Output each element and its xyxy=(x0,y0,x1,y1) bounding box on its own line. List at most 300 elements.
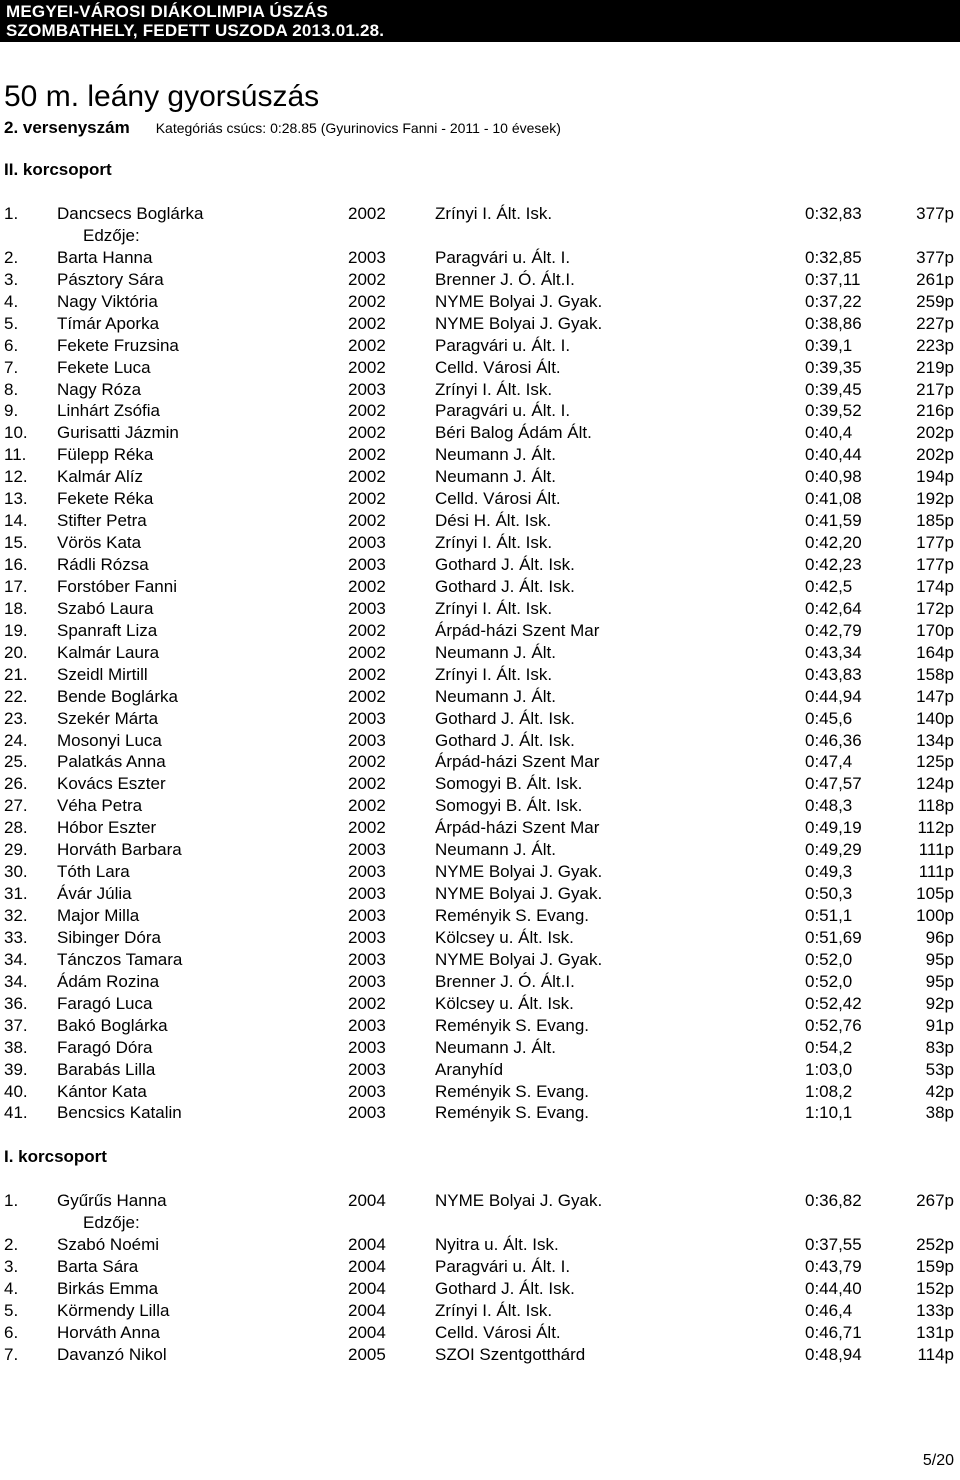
result-name: Forstóber Fanni xyxy=(57,576,177,596)
result-name: Ádám Rozina xyxy=(57,971,160,991)
result-place: 16. xyxy=(4,555,28,574)
result-name: Fülepp Réka xyxy=(57,445,154,465)
result-name: Vörös Kata xyxy=(57,533,142,553)
result-place: 4. xyxy=(4,1278,19,1298)
result-club: Somogyi B. Ált. Isk. xyxy=(435,774,583,794)
result-year: 2002 xyxy=(348,664,386,684)
result-points: 134p xyxy=(916,730,954,750)
document-header xyxy=(0,0,960,42)
result-name: Kalmár Laura xyxy=(57,642,160,662)
result-points: 42p xyxy=(925,1081,954,1101)
results-table-i xyxy=(0,1190,960,1366)
result-name: Kalmár Alíz xyxy=(57,467,143,487)
result-time: 0:44,40 xyxy=(805,1278,862,1298)
result-name: Faragó Luca xyxy=(57,993,153,1013)
result-time: 0:37,55 xyxy=(805,1234,862,1254)
result-year: 2003 xyxy=(348,840,386,860)
result-time: 0:46,36 xyxy=(805,730,862,750)
result-club: Neumann J. Ált. xyxy=(435,642,556,662)
result-name: Kántor Kata xyxy=(57,1081,147,1101)
result-name: Pásztory Sára xyxy=(57,269,164,289)
result-time: 0:49,29 xyxy=(805,840,862,860)
result-points: 131p xyxy=(916,1322,954,1342)
result-name: Fekete Réka xyxy=(57,489,154,509)
result-name: Tánczos Tamara xyxy=(57,949,183,969)
result-club: Reményik S. Evang. xyxy=(435,1081,590,1101)
result-points: 174p xyxy=(916,576,954,596)
result-year: 2002 xyxy=(348,401,386,421)
result-points: 227p xyxy=(916,313,954,333)
result-points: 185p xyxy=(916,511,954,531)
result-place: 23. xyxy=(4,708,28,728)
result-points: 164p xyxy=(916,642,954,662)
result-place: 34. xyxy=(4,971,28,991)
result-points: 159p xyxy=(916,1256,954,1276)
result-time: 0:37,11 xyxy=(805,269,861,289)
result-place: 38. xyxy=(4,1037,28,1057)
result-place: 12. xyxy=(4,467,28,487)
result-year: 2002 xyxy=(348,642,386,662)
page-number: 5/20 xyxy=(922,1452,954,1469)
result-name: Stifter Petra xyxy=(57,511,147,531)
result-club: NYME Bolyai J. Gyak. xyxy=(435,884,603,904)
result-year: 2002 xyxy=(348,511,386,531)
event-number: 2. versenyszám xyxy=(4,118,130,137)
result-place: 4. xyxy=(4,291,19,311)
result-year: 2003 xyxy=(348,247,386,267)
result-name: Hóbor Eszter xyxy=(57,818,157,838)
result-place: 33. xyxy=(4,927,28,947)
table-row xyxy=(0,795,960,817)
result-time: 0:46,4 xyxy=(805,1300,853,1320)
result-place: 9. xyxy=(4,401,19,421)
result-name: Bencsics Katalin xyxy=(57,1103,182,1123)
result-club: Reményik S. Evang. xyxy=(435,906,590,925)
result-club: Zrínyi I. Ált. Isk. xyxy=(435,379,553,399)
result-time: 0:42,79 xyxy=(805,620,862,640)
table-row xyxy=(0,1015,960,1037)
result-time: 0:40,4 xyxy=(805,423,853,443)
result-time: 0:44,94 xyxy=(805,686,862,706)
result-year: 2003 xyxy=(348,1081,386,1101)
result-club: Zrínyi I. Ált. Isk. xyxy=(435,204,553,223)
result-points: 133p xyxy=(916,1300,954,1320)
result-time: 0:32,83 xyxy=(805,204,862,223)
result-year: 2003 xyxy=(348,884,386,904)
result-place: 19. xyxy=(4,620,28,640)
table-row xyxy=(0,620,960,642)
results-table-ii xyxy=(0,203,960,1124)
table-row xyxy=(0,686,960,708)
result-club: Kölcsey u. Ált. Isk. xyxy=(435,927,574,947)
table-row xyxy=(0,1322,960,1344)
result-place: 8. xyxy=(4,379,19,399)
result-points: 53p xyxy=(925,1059,954,1079)
result-time: 1:10,1 xyxy=(805,1103,853,1123)
result-time: 0:47,4 xyxy=(805,752,853,772)
result-points: 261p xyxy=(916,269,954,289)
result-points: 170p xyxy=(916,620,954,640)
result-name: Dancsecs Boglárka xyxy=(57,204,204,223)
result-year: 2002 xyxy=(348,489,386,509)
result-time: 0:45,6 xyxy=(805,708,853,728)
event-title: 50 m. leány gyorsúszás xyxy=(4,80,320,113)
result-place: 24. xyxy=(4,730,28,750)
result-points: 96p xyxy=(925,927,954,947)
result-club: Árpád-házi Szent Mar xyxy=(435,752,600,772)
result-points: 202p xyxy=(916,423,954,443)
result-name: Davanzó Nikol xyxy=(57,1344,167,1364)
result-name: Barta Sára xyxy=(57,1256,139,1276)
event-subtitle xyxy=(4,118,561,138)
result-time: 0:42,5 xyxy=(805,576,853,596)
result-name: Véha Petra xyxy=(57,796,143,816)
table-row xyxy=(0,1300,960,1322)
result-year: 2002 xyxy=(348,993,386,1013)
result-year: 2004 xyxy=(348,1256,386,1276)
result-place: 15. xyxy=(4,533,28,553)
result-place: 32. xyxy=(4,906,28,925)
result-club: NYME Bolyai J. Gyak. xyxy=(435,291,603,311)
result-club: Celld. Városi Ált. xyxy=(435,489,561,509)
result-place: 22. xyxy=(4,686,28,706)
table-row xyxy=(0,883,960,905)
result-club: Gothard J. Ált. Isk. xyxy=(435,730,575,750)
result-year: 2002 xyxy=(348,313,386,333)
result-time: 0:48,94 xyxy=(805,1344,862,1364)
table-row xyxy=(0,971,960,993)
result-place: 6. xyxy=(4,335,19,355)
result-place: 27. xyxy=(4,796,28,816)
result-time: 0:43,34 xyxy=(805,642,862,662)
result-year: 2002 xyxy=(348,796,386,816)
result-year: 2002 xyxy=(348,269,386,289)
result-club: Dési H. Ált. Isk. xyxy=(435,511,552,531)
result-name: Horváth Barbara xyxy=(57,840,182,860)
result-year: 2002 xyxy=(348,357,386,377)
result-name: Palatkás Anna xyxy=(57,752,166,772)
result-time: 0:41,59 xyxy=(805,511,862,531)
result-name: Tóth Lara xyxy=(57,862,130,882)
table-row xyxy=(0,291,960,313)
result-year: 2002 xyxy=(348,204,386,223)
result-place: 17. xyxy=(4,576,28,596)
result-time: 0:43,79 xyxy=(805,1256,862,1276)
result-points: 124p xyxy=(916,774,954,794)
result-points: 192p xyxy=(916,489,954,509)
result-name: Kovács Eszter xyxy=(57,774,166,794)
result-club: Neumann J. Ált. xyxy=(435,686,556,706)
result-name: Bakó Boglárka xyxy=(57,1015,168,1035)
result-place: 1. xyxy=(4,204,19,223)
result-name: Nagy Viktória xyxy=(57,291,158,311)
table-row xyxy=(0,422,960,444)
result-time: 0:43,83 xyxy=(805,664,862,684)
result-year: 2003 xyxy=(348,971,386,991)
result-name: Barta Hanna xyxy=(57,247,153,267)
result-place: 2. xyxy=(4,247,19,267)
result-points: 147p xyxy=(916,686,954,706)
result-name: Fekete Luca xyxy=(57,357,151,377)
result-place: 37. xyxy=(4,1015,28,1035)
result-time: 0:42,64 xyxy=(805,598,862,618)
result-club: Zrínyi I. Ált. Isk. xyxy=(435,598,553,618)
table-row xyxy=(0,203,960,225)
result-place: 3. xyxy=(4,1256,19,1276)
result-year: 2005 xyxy=(348,1344,386,1364)
result-year: 2002 xyxy=(348,291,386,311)
result-name: Gurisatti Jázmin xyxy=(57,423,179,443)
result-club: Celld. Városi Ált. xyxy=(435,1322,561,1342)
table-row xyxy=(0,488,960,510)
result-place: 2. xyxy=(4,1234,19,1254)
result-points: 223p xyxy=(916,335,954,355)
result-place: 26. xyxy=(4,774,28,794)
table-row xyxy=(0,1037,960,1059)
result-time: 0:42,20 xyxy=(805,533,862,553)
result-points: 111p xyxy=(918,840,954,860)
result-year: 2003 xyxy=(348,949,386,969)
result-place: 25. xyxy=(4,752,28,772)
table-row xyxy=(0,313,960,335)
result-year: 2004 xyxy=(348,1300,386,1320)
result-year: 2002 xyxy=(348,752,386,772)
result-points: 91p xyxy=(925,1015,954,1035)
result-place: 5. xyxy=(4,313,19,333)
result-name: Szekér Márta xyxy=(57,708,159,728)
table-row xyxy=(0,1190,960,1212)
result-year: 2002 xyxy=(348,576,386,596)
result-time: 0:52,0 xyxy=(805,971,853,991)
table-row xyxy=(0,1081,960,1103)
result-name: Nagy Róza xyxy=(57,379,142,399)
result-year: 2004 xyxy=(348,1191,386,1210)
result-points: 152p xyxy=(916,1278,954,1298)
table-row xyxy=(0,466,960,488)
table-row xyxy=(0,247,960,269)
result-club: Béri Balog Ádám Ált. xyxy=(435,423,592,443)
result-club: Árpád-házi Szent Mar xyxy=(435,620,600,640)
table-row xyxy=(0,269,960,291)
result-name: Szeidl Mirtill xyxy=(57,664,148,684)
result-place: 11. xyxy=(4,445,27,465)
result-points: 267p xyxy=(916,1191,954,1210)
result-time: 0:49,3 xyxy=(805,862,853,882)
result-place: 5. xyxy=(4,1300,19,1320)
result-place: 40. xyxy=(4,1081,28,1101)
group-title-i: I. korcsoport xyxy=(4,1147,107,1166)
result-points: 125p xyxy=(916,752,954,772)
table-row xyxy=(0,642,960,664)
result-club: NYME Bolyai J. Gyak. xyxy=(435,1191,603,1210)
result-club: NYME Bolyai J. Gyak. xyxy=(435,949,603,969)
result-club: Paragvári u. Ált. I. xyxy=(435,1256,571,1276)
table-row xyxy=(0,905,960,927)
result-club: Kölcsey u. Ált. Isk. xyxy=(435,993,574,1013)
result-place: 20. xyxy=(4,642,28,662)
result-place: 1. xyxy=(4,1191,19,1210)
result-name: Ávár Júlia xyxy=(57,884,132,904)
result-year: 2003 xyxy=(348,1015,386,1035)
result-points: 83p xyxy=(925,1037,954,1057)
table-row xyxy=(0,444,960,466)
result-place: 13. xyxy=(4,489,28,509)
result-time: 0:48,3 xyxy=(805,796,853,816)
table-row xyxy=(0,379,960,401)
result-year: 2003 xyxy=(348,906,386,925)
table-row xyxy=(0,751,960,773)
result-points: 219p xyxy=(916,357,954,377)
result-name: Körmendy Lilla xyxy=(57,1300,170,1320)
result-points: 112p xyxy=(917,818,954,838)
result-year: 2004 xyxy=(348,1278,386,1298)
coach-label: Edzője: xyxy=(83,225,140,245)
table-row xyxy=(0,993,960,1015)
result-points: 377p xyxy=(916,247,954,267)
result-year: 2002 xyxy=(348,423,386,443)
result-points: 202p xyxy=(916,445,954,465)
result-points: 92p xyxy=(925,993,954,1013)
result-club: NYME Bolyai J. Gyak. xyxy=(435,313,603,333)
result-year: 2003 xyxy=(348,862,386,882)
result-club: Gothard J. Ált. Isk. xyxy=(435,708,575,728)
result-year: 2002 xyxy=(348,467,386,487)
result-place: 6. xyxy=(4,1322,19,1342)
result-year: 2003 xyxy=(348,555,386,574)
category-record: Kategóriás csúcs: 0:28.85 (Gyurinovics Fanni - 2011 - 10 évesek) xyxy=(155,120,561,136)
result-time: 0:38,86 xyxy=(805,313,862,333)
result-name: Bende Boglárka xyxy=(57,686,178,706)
result-club: Paragvári u. Ált. I. xyxy=(435,401,571,421)
result-place: 36. xyxy=(4,993,28,1013)
result-time: 0:47,57 xyxy=(805,774,862,794)
table-row xyxy=(0,1234,960,1256)
result-time: 0:41,08 xyxy=(805,489,862,509)
result-name: Major Milla xyxy=(57,906,140,925)
table-row xyxy=(0,510,960,532)
result-year: 2002 xyxy=(348,335,386,355)
table-row xyxy=(0,817,960,839)
result-place: 28. xyxy=(4,818,28,838)
result-year: 2003 xyxy=(348,379,386,399)
result-club: Reményik S. Evang. xyxy=(435,1015,590,1035)
result-name: Birkás Emma xyxy=(57,1278,159,1298)
table-row xyxy=(0,1256,960,1278)
table-row xyxy=(0,730,960,752)
table-row xyxy=(0,1344,960,1366)
result-club: Paragvári u. Ált. I. xyxy=(435,335,571,355)
table-row xyxy=(0,357,960,379)
table-row xyxy=(0,1059,960,1081)
result-club: NYME Bolyai J. Gyak. xyxy=(435,862,603,882)
result-place: 18. xyxy=(4,598,28,618)
result-club: SZOI Szentgotthárd xyxy=(435,1344,586,1364)
result-time: 0:52,42 xyxy=(805,993,862,1013)
result-place: 30. xyxy=(4,862,28,882)
group-title-ii: II. korcsoport xyxy=(4,160,112,179)
result-name: Rádli Rózsa xyxy=(57,555,149,574)
result-club: Nyitra u. Ált. Isk. xyxy=(435,1234,559,1254)
result-points: 216p xyxy=(916,401,954,421)
table-row xyxy=(0,708,960,730)
result-time: 0:52,76 xyxy=(805,1015,862,1035)
result-club: Reményik S. Evang. xyxy=(435,1103,590,1123)
result-club: Neumann J. Ált. xyxy=(435,840,556,860)
result-points: 38p xyxy=(925,1103,954,1123)
result-time: 0:40,44 xyxy=(805,445,862,465)
result-points: 177p xyxy=(916,533,954,553)
result-club: Neumann J. Ált. xyxy=(435,445,556,465)
result-points: 158p xyxy=(916,664,954,684)
venue-date: SZOMBATHELY, FEDETT USZODA 2013.01.28. xyxy=(6,21,385,40)
result-year: 2002 xyxy=(348,445,386,465)
table-row xyxy=(0,554,960,576)
table-row xyxy=(0,1278,960,1300)
result-time: 0:52,0 xyxy=(805,949,853,969)
result-points: 172p xyxy=(916,598,954,618)
table-row xyxy=(0,927,960,949)
competition-title: MEGYEI-VÁROSI DIÁKOLIMPIA ÚSZÁS xyxy=(6,2,328,21)
result-time: 0:32,85 xyxy=(805,247,862,267)
result-points: 100p xyxy=(916,906,954,925)
result-club: Gothard J. Ált. Isk. xyxy=(435,555,575,574)
result-name: Gyűrűs Hanna xyxy=(57,1191,167,1210)
result-name: Barabás Lilla xyxy=(57,1059,156,1079)
result-points: 118p xyxy=(917,796,954,816)
result-place: 39. xyxy=(4,1059,28,1079)
result-name: Faragó Dóra xyxy=(57,1037,153,1057)
result-points: 252p xyxy=(916,1234,954,1254)
result-place: 34. xyxy=(4,949,28,969)
result-name: Fekete Fruzsina xyxy=(57,335,179,355)
result-place: 29. xyxy=(4,840,28,860)
table-row xyxy=(0,532,960,554)
result-year: 2003 xyxy=(348,708,386,728)
result-time: 0:51,69 xyxy=(805,927,862,947)
result-points: 177p xyxy=(916,555,954,574)
result-year: 2002 xyxy=(348,620,386,640)
result-time: 0:49,19 xyxy=(805,818,862,838)
table-row xyxy=(0,598,960,620)
result-year: 2002 xyxy=(348,774,386,794)
result-points: 140p xyxy=(916,708,954,728)
result-time: 0:36,82 xyxy=(805,1191,862,1210)
result-place: 41. xyxy=(4,1103,28,1123)
coach-row xyxy=(0,1212,960,1234)
result-year: 2003 xyxy=(348,1103,386,1123)
result-points: 259p xyxy=(916,291,954,311)
result-club: Somogyi B. Ált. Isk. xyxy=(435,796,583,816)
result-name: Szabó Laura xyxy=(57,598,154,618)
result-year: 2004 xyxy=(348,1234,386,1254)
result-time: 0:37,22 xyxy=(805,291,862,311)
result-points: 217p xyxy=(916,379,954,399)
table-row xyxy=(0,861,960,883)
result-time: 1:08,2 xyxy=(805,1081,853,1101)
result-time: 0:50,3 xyxy=(805,884,853,904)
result-points: 194p xyxy=(916,467,954,487)
result-time: 0:42,23 xyxy=(805,555,862,574)
result-time: 0:51,1 xyxy=(805,906,853,925)
result-year: 2003 xyxy=(348,598,386,618)
result-points: 95p xyxy=(925,949,954,969)
result-name: Tímár Aporka xyxy=(57,313,160,333)
result-time: 0:39,1 xyxy=(805,335,853,355)
result-year: 2003 xyxy=(348,927,386,947)
result-place: 10. xyxy=(4,423,28,443)
table-row xyxy=(0,576,960,598)
result-club: Paragvári u. Ált. I. xyxy=(435,247,571,267)
